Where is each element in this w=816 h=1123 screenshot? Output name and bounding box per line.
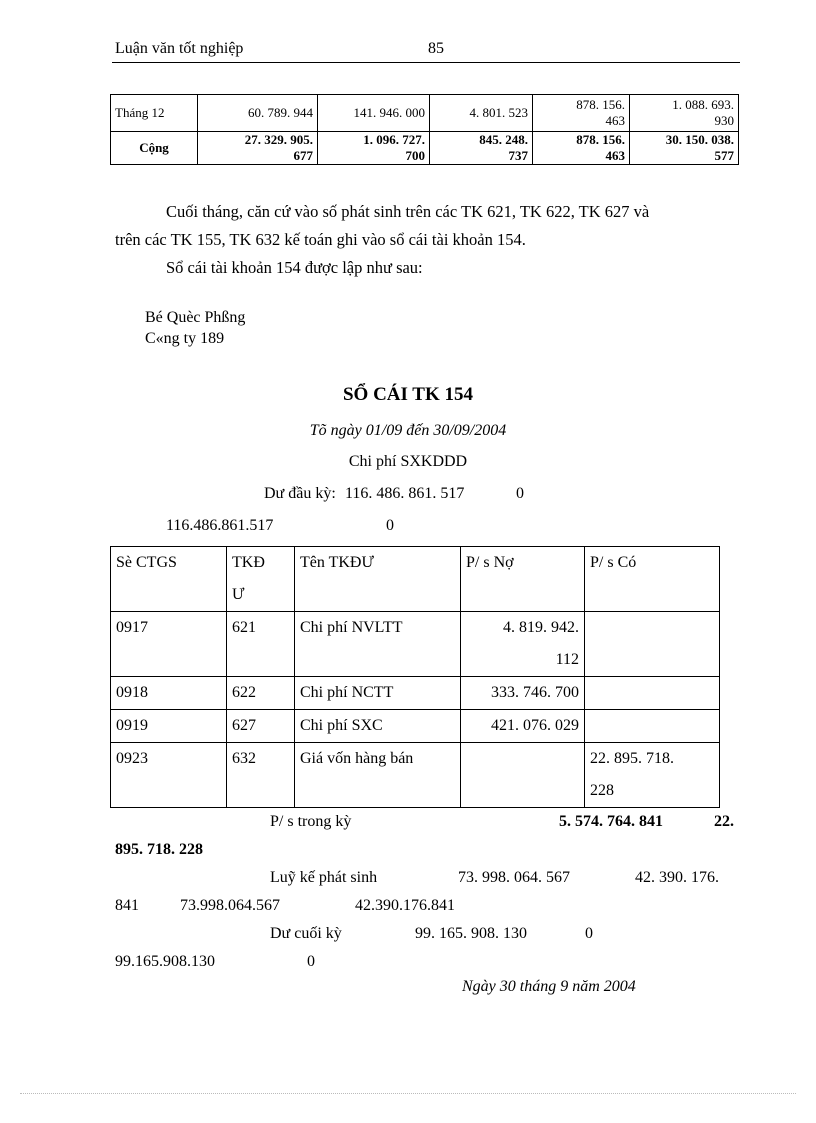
table-row [111, 95, 739, 132]
cumulative-label: Luỹ kế phát sinh [270, 869, 378, 886]
doc-no: 0918 [111, 677, 227, 710]
credit: 22. 895. 718. 228 [585, 743, 720, 808]
cumulative-debit: 73. 998. 064. 567 [458, 869, 570, 886]
debit: 333. 746. 700 [461, 677, 585, 710]
table-row [111, 612, 720, 677]
table-header-row [111, 547, 720, 612]
header-account: TKĐ Ư [227, 547, 295, 612]
paragraph-line: Cuối tháng, căn cứ vào số phát sinh trên các TK 621, TK 622, TK 627 và [166, 202, 650, 221]
page-bottom-rule [20, 1093, 796, 1094]
total-label: Cộng [111, 132, 198, 165]
in-period-credit-part2: 895. 718. 228 [115, 841, 203, 858]
in-period-label: P/ s trong kỳ [270, 813, 352, 830]
opening-credit-plain: 0 [386, 517, 394, 534]
account-name: Chi phí NCTT [295, 677, 461, 710]
account: 622 [227, 677, 295, 710]
table-row [111, 710, 720, 743]
opening-credit: 0 [516, 485, 524, 502]
closing-credit: 0 [585, 925, 593, 942]
closing-credit-plain: 0 [307, 953, 315, 970]
doc-no: 0919 [111, 710, 227, 743]
paragraph-line: Sổ cái tài khoản 154 được lập như sau: [166, 258, 423, 277]
ledger-table [110, 546, 720, 808]
ledger-title: SỔ CÁI TK 154 [342, 384, 474, 405]
table-row [111, 743, 720, 808]
in-period-credit-part1: 22. [714, 813, 734, 830]
credit [585, 710, 720, 743]
debit: 421. 076. 029 [461, 710, 585, 743]
header-rule [112, 62, 740, 63]
summary-table [110, 94, 739, 165]
total-row [111, 132, 739, 165]
cumulative-credit-part1: 42. 390. 176. [635, 869, 719, 886]
cell: 60. 789. 944 [198, 95, 318, 132]
ledger-period: Tõ ngày 01/09 đến 30/09/2004 [309, 422, 507, 439]
cell: 1. 088. 693. 930 [630, 95, 739, 132]
debit [461, 743, 585, 808]
header-credit: P/ s Có [585, 547, 720, 612]
credit [585, 612, 720, 677]
running-header-title: Luận văn tốt nghiệp [115, 40, 244, 57]
page-number: 85 [428, 40, 444, 57]
closing-debit: 99. 165. 908. 130 [415, 925, 527, 942]
closing-label: Dư cuối kỳ [270, 925, 342, 942]
cell: 30. 150. 038. 577 [630, 132, 739, 165]
header-debit: P/ s Nợ [461, 547, 585, 612]
cell: 4. 801. 523 [430, 95, 533, 132]
closing-debit-plain: 99.165.908.130 [115, 953, 215, 970]
doc-no: 0923 [111, 743, 227, 808]
cumulative-debit-plain: 73.998.064.567 [180, 897, 280, 914]
cell: 878. 156. 463 [533, 95, 630, 132]
cumulative-credit-plain: 42.390.176.841 [355, 897, 455, 914]
account: 632 [227, 743, 295, 808]
cumulative-credit-part2: 841 [115, 897, 139, 914]
sender-line: Bé Quèc Phßng [145, 309, 246, 326]
doc-no: 0917 [111, 612, 227, 677]
header-account-name: Tên TKĐƯ [295, 547, 461, 612]
cell: 1. 096. 727. 700 [318, 132, 430, 165]
cell: 845. 248. 737 [430, 132, 533, 165]
cell: 141. 946. 000 [318, 95, 430, 132]
ledger-date: Ngày 30 tháng 9 năm 2004 [462, 978, 636, 995]
ledger-subtitle: Chi phí SXKDDD [348, 453, 468, 470]
account-name: Giá vốn hàng bán [295, 743, 461, 808]
sender-line: C«ng ty 189 [145, 330, 225, 347]
header-doc-no: Sè CTGS [111, 547, 227, 612]
in-period-debit: 5. 574. 764. 841 [559, 813, 663, 830]
opening-debit: 116. 486. 861. 517 [345, 485, 465, 502]
account-name: Chi phí NVLTT [295, 612, 461, 677]
cell: 878. 156. 463 [533, 132, 630, 165]
account: 621 [227, 612, 295, 677]
row-label: Tháng 12 [111, 95, 198, 132]
paragraph-line: trên các TK 155, TK 632 kế toán ghi vào sổ cái tài khoản 154. [115, 230, 526, 249]
table-row [111, 677, 720, 710]
opening-balance-label: Dư đầu kỳ: [264, 485, 336, 502]
debit: 4. 819. 942. 112 [461, 612, 585, 677]
opening-debit-plain: 116.486.861.517 [166, 517, 274, 534]
credit [585, 677, 720, 710]
cell: 27. 329. 905. 677 [198, 132, 318, 165]
account: 627 [227, 710, 295, 743]
account-name: Chi phí SXC [295, 710, 461, 743]
